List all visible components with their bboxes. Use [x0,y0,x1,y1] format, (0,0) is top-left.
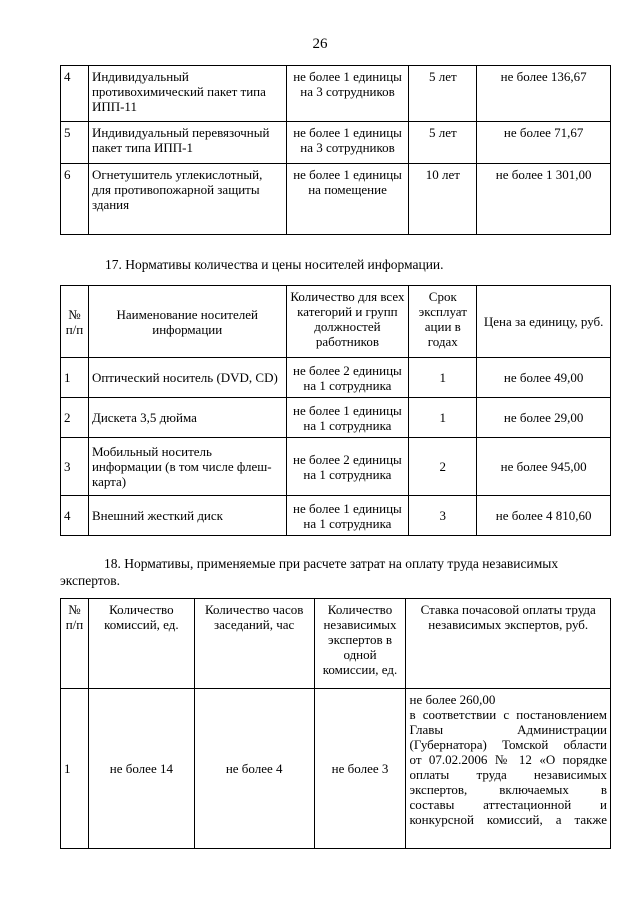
item-term: 1 [409,398,477,438]
row-number: 3 [61,438,89,496]
experts-payment-table [60,598,611,849]
header-price: Цена за единицу, руб. [477,286,611,358]
header-experts: Количество независимых экспертов в одной комиссии, ед. [314,599,406,689]
rate-text-line: от 07.02.2006 № 12 «О порядке [409,752,607,767]
table-row [61,438,611,496]
row-number: 4 [61,496,89,536]
rate-text-line: в соответствии с постановлением [409,707,607,722]
section-18-heading: 18. Нормативы, применяемые при расчете затрат на оплату труда независимых экспертов. [60,556,559,588]
row-number: 4 [61,66,89,122]
item-quantity: не более 1 единицы на 3 сотрудников [286,122,409,164]
hours-value: не более 4 [194,689,314,849]
row-number: 1 [61,358,89,398]
item-price: не более 4 810,60 [477,496,611,536]
table-row [61,122,611,164]
item-quantity: не более 1 единицы на 1 сотрудника [286,398,409,438]
table-row [61,398,611,438]
header-rate: Ставка почасовой оплаты труда независимых экспертов, руб. [406,599,611,689]
item-price: не более 71,67 [477,122,611,164]
rate-text-line: Главы Администрации [409,722,607,737]
table-row [61,496,611,536]
row-number: 2 [61,398,89,438]
experts-value: не более 3 [314,689,406,849]
commissions-value: не более 14 [88,689,194,849]
rate-cell [406,689,611,849]
item-quantity: не более 1 единицы на помещение [286,164,409,235]
header-number: № п/п [61,599,89,689]
header-quantity: Количество для всех категорий и групп должностей работников [286,286,409,358]
item-term: 5 лет [409,122,477,164]
rate-amount: не более 260,00 [409,692,496,707]
item-term: 2 [409,438,477,496]
item-quantity: не более 2 единицы на 1 сотрудника [286,358,409,398]
header-hours: Количество часов заседаний, час [194,599,314,689]
item-name: Индивидуальный противохимический пакет типа ИПП-11 [88,66,286,122]
header-name: Наименование носителей информации [88,286,286,358]
item-name: Огнетушитель углекислотный, для противопожарной защиты здания [88,164,286,235]
storage-media-table [60,285,611,536]
item-quantity: не более 1 единицы на 3 сотрудников [286,66,409,122]
table-row [61,689,611,849]
item-price: не более 1 301,00 [477,164,611,235]
item-quantity: не более 2 единицы на 1 сотрудника [286,438,409,496]
item-quantity: не более 1 единицы на 1 сотрудника [286,496,409,536]
item-name: Оптический носитель (DVD, CD) [88,358,286,398]
row-number: 5 [61,122,89,164]
item-name: Дискета 3,5 дюйма [88,398,286,438]
rate-text-line: составы аттестационной и [409,797,607,812]
header-commissions: Количество комиссий, ед. [88,599,194,689]
row-number: 6 [61,164,89,235]
table-header-row [61,286,611,358]
item-name: Индивидуальный перевязочный пакет типа ИПП-1 [88,122,286,164]
page-number: 26 [312,36,328,52]
protective-equipment-table [60,65,611,235]
item-term: 1 [409,358,477,398]
item-term: 10 лет [409,164,477,235]
item-name: Внешний жесткий диск [88,496,286,536]
table-row [61,66,611,122]
rate-text-line: экспертов, включаемых в [409,782,607,797]
header-term: Срок эксплуат ации в годах [409,286,477,358]
table-header-row [61,599,611,689]
section-17-heading: 17. Нормативы количества и цены носителей информации. [105,257,444,272]
row-number: 1 [61,689,89,849]
item-price: не более 136,67 [477,66,611,122]
item-name: Мобильный носитель информации (в том числе флеш-карта) [88,438,286,496]
item-term: 3 [409,496,477,536]
table-row [61,164,611,235]
item-price: не более 945,00 [477,438,611,496]
rate-text-line: (Губернатора) Томской области [409,737,607,752]
rate-text-line: конкурсной комиссий, а также [409,812,607,827]
item-term: 5 лет [409,66,477,122]
rate-text-line: оплаты труда независимых [409,767,607,782]
item-price: не более 49,00 [477,358,611,398]
item-price: не более 29,00 [477,398,611,438]
header-number: № п/п [61,286,89,358]
table-row [61,358,611,398]
